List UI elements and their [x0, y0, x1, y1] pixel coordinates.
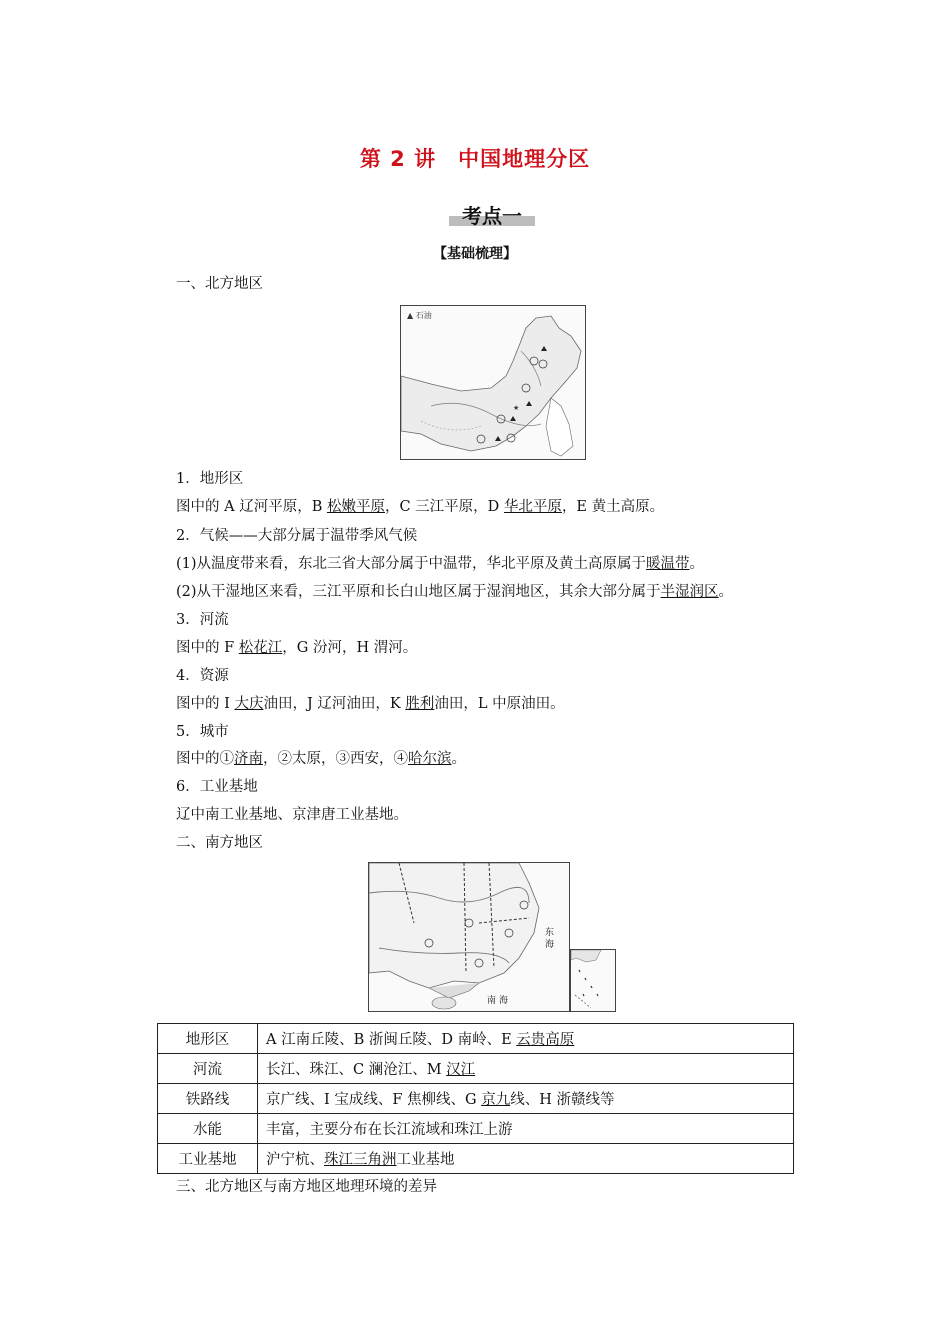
south-heading: 二、南方地区 [176, 835, 263, 851]
cities-heading: 5．城市 [176, 724, 229, 740]
terrain-text: 图中的 A 辽河平原，B 松嫩平原，C 三江平原，D 华北平原，E 黄土高原。 [176, 499, 665, 515]
map-legend: ▲ 石油 [407, 311, 432, 320]
map-label-sea-2: 海 [499, 996, 509, 1006]
rivers-text: 图中的 F 松花江，G 汾河，H 渭河。 [176, 640, 418, 656]
table-row [158, 1054, 794, 1084]
table-key: 水能 [158, 1114, 258, 1144]
north-region-map [400, 305, 586, 460]
map-label-east: 东 [545, 928, 555, 938]
table-row [158, 1144, 794, 1174]
climate-text-1: (1)从温度带来看，东北三省大部分属于中温带，华北平原及黄土高原属于暖温带。 [176, 556, 705, 572]
north-heading: 一、北方地区 [176, 276, 263, 292]
table-key: 地形区 [158, 1024, 258, 1054]
table-value: A 江南丘陵、B 浙闽丘陵、D 南岭、E 云贵高原 [258, 1024, 794, 1054]
industry-heading: 6．工业基地 [176, 779, 258, 795]
map-label-south: 南 [487, 996, 497, 1006]
table-value: 京广线、I 宝成线、F 焦柳线、G 京九线、H 浙赣线等 [258, 1084, 794, 1114]
page-title: 第 2 讲 中国地理分区 [359, 147, 591, 171]
table-row [158, 1024, 794, 1054]
climate-heading: 2．气候——大部分属于温带季风气候 [176, 528, 418, 544]
section-heading: 考点一 [449, 200, 535, 228]
subsection-heading: 【基础梳理】 [433, 246, 517, 262]
table-row [158, 1114, 794, 1144]
south-sea-inset-map [570, 949, 616, 1012]
climate-text-2: (2)从干湿地区来看，三江平原和长白山地区属于湿润地区，其余大部分属于半湿润区。 [176, 584, 734, 600]
third-heading: 三、北方地区与南方地区地理环境的差异 [176, 1179, 437, 1195]
terrain-heading: 1．地形区 [176, 471, 244, 487]
table-value: 丰富，主要分布在长江流域和珠江上游 [258, 1114, 794, 1144]
map-label-sea-1: 海 [545, 940, 555, 950]
table-value: 沪宁杭、珠江三角洲工业基地 [258, 1144, 794, 1174]
industry-text: 辽中南工业基地、京津唐工业基地。 [176, 807, 408, 823]
table-key: 河流 [158, 1054, 258, 1084]
table-key: 铁路线 [158, 1084, 258, 1114]
south-region-table [157, 1023, 794, 1174]
cities-text: 图中的①济南，②太原，③西安，④哈尔滨。 [176, 751, 466, 767]
svg-text:★: ★ [513, 404, 520, 412]
south-region-map [368, 862, 570, 1012]
resources-heading: 4．资源 [176, 668, 229, 684]
table-row [158, 1084, 794, 1114]
table-key: 工业基地 [158, 1144, 258, 1174]
resources-text: 图中的 I 大庆油田，J 辽河油田，K 胜利油田，L 中原油田。 [176, 696, 565, 712]
rivers-heading: 3．河流 [176, 612, 229, 628]
table-value: 长江、珠江、C 澜沧江、M 汉江 [258, 1054, 794, 1084]
